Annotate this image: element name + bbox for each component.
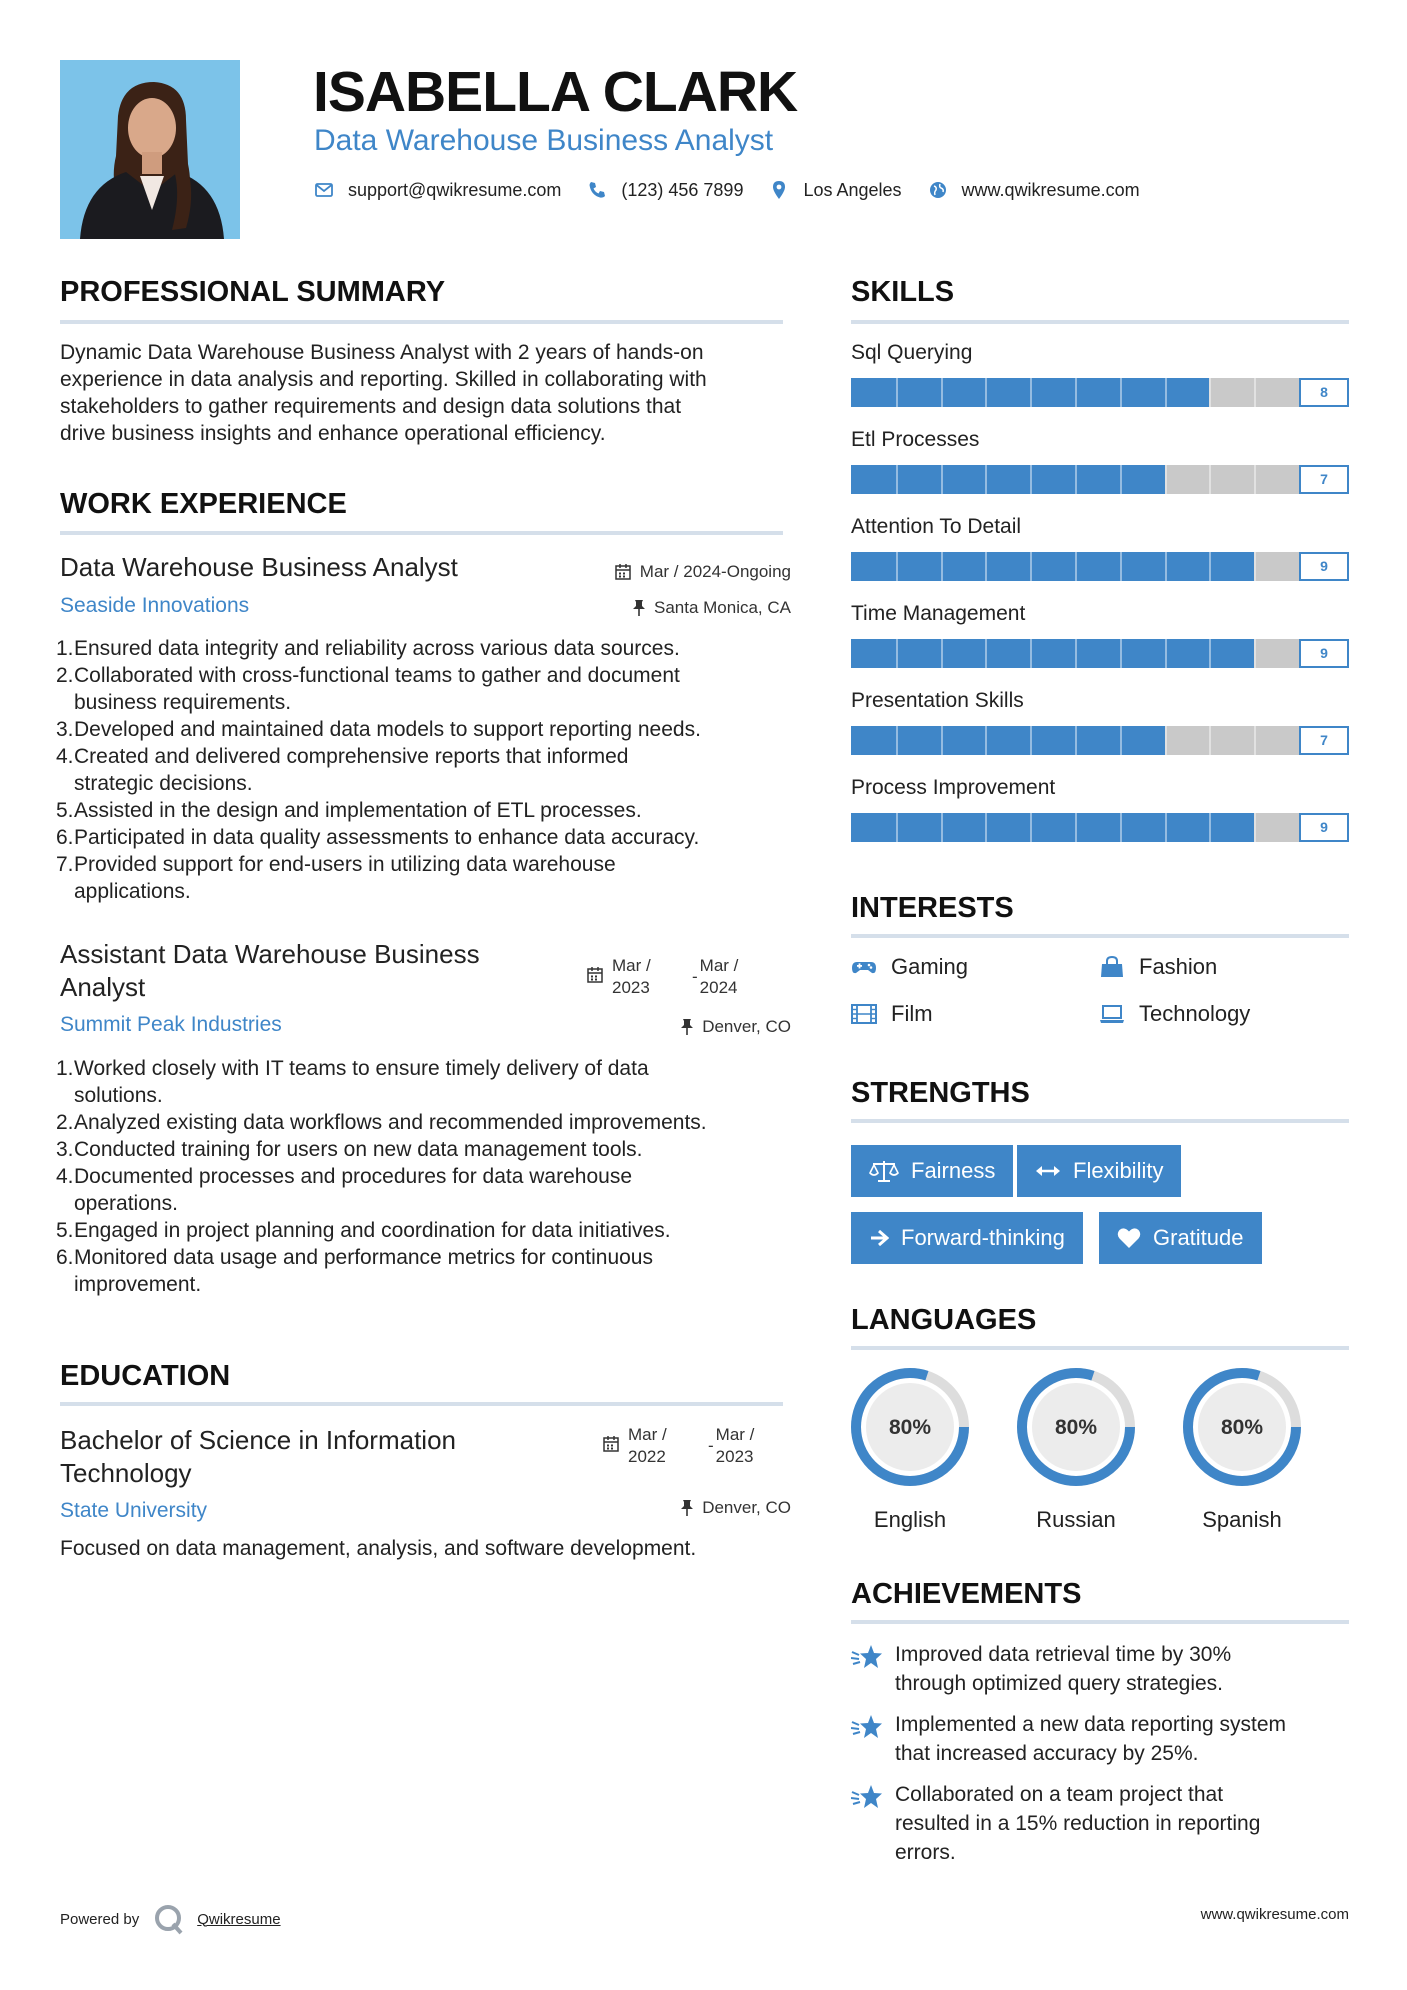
skill-bar-segment xyxy=(941,552,943,581)
skill-bar-segment xyxy=(896,465,898,494)
education-location xyxy=(680,1497,791,1519)
skill-bar-segment xyxy=(1165,552,1167,581)
skill-bar-track xyxy=(851,378,1328,407)
skill-bar-segment xyxy=(1254,639,1256,668)
achievement-item: Improved data retrieval time by 30% through optimized query strategies. xyxy=(851,1640,1351,1698)
skill-bar-segment xyxy=(1165,726,1167,755)
achievements-heading: ACHIEVEMENTS xyxy=(851,1578,1082,1610)
contact-location: Los Angeles xyxy=(803,179,902,200)
list-item: 6. Monitored data usage and performance metrics for continuous improvement. xyxy=(56,1246,653,1296)
language-item xyxy=(1181,1366,1303,1533)
skill-level-badge: 7 xyxy=(1299,465,1349,494)
job-date-start: Mar / 2023 xyxy=(612,956,651,997)
list-item: 6. Participated in data quality assessments to enhance data accuracy. xyxy=(56,826,700,849)
summary-line: stakeholders to gather requirements and design data solutions that xyxy=(60,395,682,418)
language-item xyxy=(849,1366,971,1533)
date-separator: - xyxy=(692,967,698,986)
candidate-title: Data Warehouse Business Analyst xyxy=(314,124,774,157)
list-item: 7. Provided support for end-users in utilizing data warehouse applications. xyxy=(56,853,616,903)
language-ring xyxy=(1015,1366,1137,1488)
strengths-rule xyxy=(851,1119,1349,1123)
language-percent: 80% xyxy=(888,1416,932,1439)
skill-bar-segment xyxy=(1209,552,1211,581)
skill-bar-track xyxy=(851,726,1328,755)
skill-bar-segment xyxy=(1120,639,1122,668)
shopping-bag-icon xyxy=(1099,956,1125,978)
footer-powered-by xyxy=(60,1903,281,1935)
job-title: Data Warehouse Business Analyst xyxy=(60,552,458,582)
skill-bar-segment xyxy=(896,639,898,668)
skills-heading: SKILLS xyxy=(851,276,955,308)
skill-name: Process Improvement xyxy=(851,776,1056,799)
contact-row xyxy=(314,176,1166,204)
date-separator: - xyxy=(708,1436,714,1455)
summary-rule xyxy=(60,320,783,324)
job-location xyxy=(680,1016,791,1038)
profile-photo xyxy=(60,60,240,239)
skill-item xyxy=(851,774,1349,861)
arrows-horizontal-icon xyxy=(1035,1164,1061,1178)
job-company: Summit Peak Industries xyxy=(60,1013,282,1036)
skill-bar-segment xyxy=(896,813,898,842)
experience-rule xyxy=(60,531,783,535)
candidate-name: ISABELLA CLARK xyxy=(313,60,798,124)
shooting-star-icon xyxy=(851,1784,883,1810)
job-location-text: Santa Monica, CA xyxy=(653,598,791,617)
contact-website[interactable]: www.qwikresume.com xyxy=(961,179,1140,200)
interest-fashion xyxy=(1099,954,1217,980)
strength-gratitude xyxy=(1099,1212,1262,1264)
strength-label: Forward-thinking xyxy=(901,1225,1065,1250)
pushpin-icon xyxy=(632,599,646,617)
summary-text xyxy=(60,339,790,447)
job-date-end: Mar / 2024 xyxy=(699,956,739,997)
interest-film xyxy=(851,1001,933,1027)
strength-forward-thinking xyxy=(851,1212,1083,1264)
summary-line: drive business insights and enhance operational efficiency. xyxy=(60,422,606,445)
pushpin-icon xyxy=(680,1499,694,1517)
pushpin-icon xyxy=(680,1018,694,1036)
phone-icon xyxy=(587,180,607,200)
laptop-icon xyxy=(1099,1003,1125,1025)
language-ring xyxy=(849,1366,971,1488)
languages-heading: LANGUAGES xyxy=(851,1304,1037,1336)
skill-bar-track xyxy=(851,552,1328,581)
education-date-end: Mar / 2023 xyxy=(715,1425,755,1466)
skill-bar-fill xyxy=(851,552,1254,581)
job-title: Assistant Data Warehouse Business Analyst xyxy=(60,939,480,1002)
list-item: 4. Created and delivered comprehensive reports that informed strategic decisions. xyxy=(56,745,629,795)
skill-bar-segment xyxy=(941,465,943,494)
skill-name: Attention To Detail xyxy=(851,515,1022,538)
skill-bar-segment xyxy=(1030,465,1032,494)
skill-item xyxy=(851,687,1349,774)
skill-level-badge: 9 xyxy=(1299,813,1349,842)
skill-bar-segment xyxy=(1075,552,1077,581)
footer-brand-link[interactable]: Qwikresume xyxy=(197,1910,281,1928)
skill-item xyxy=(851,513,1349,600)
languages-list xyxy=(849,1366,1349,1546)
list-item: 1. Ensured data integrity and reliability across various data sources. xyxy=(56,637,680,660)
skill-level-badge: 9 xyxy=(1299,552,1349,581)
job-date xyxy=(586,955,738,999)
skill-bar-fill xyxy=(851,726,1165,755)
skill-bar-segment xyxy=(1209,726,1211,755)
summary-line: Dynamic Data Warehouse Business Analyst with 2 years of hands-on xyxy=(60,341,704,364)
skill-bar-segment xyxy=(1209,465,1211,494)
skill-bar-segment xyxy=(1075,378,1077,407)
skill-name: Presentation Skills xyxy=(851,689,1024,712)
education-degree: Bachelor of Science in Information Technology xyxy=(60,1425,456,1488)
language-name: Russian xyxy=(1036,1507,1116,1532)
skill-bar-segment xyxy=(1120,552,1122,581)
skill-bar-segment xyxy=(1075,726,1077,755)
arrow-right-icon xyxy=(869,1228,889,1248)
skill-bar-segment xyxy=(1030,639,1032,668)
skill-bar-segment xyxy=(1209,639,1211,668)
skill-bar-segment xyxy=(1209,813,1211,842)
language-name: English xyxy=(873,1507,947,1532)
list-item: 3. Developed and maintained data models to support reporting needs. xyxy=(56,718,701,741)
skill-bar-segment xyxy=(1030,552,1032,581)
strengths-heading: STRENGTHS xyxy=(851,1077,1030,1109)
calendar-icon xyxy=(614,563,632,581)
skill-bar-segment xyxy=(985,813,987,842)
skill-bar-segment xyxy=(1120,465,1122,494)
interest-technology xyxy=(1099,1001,1250,1027)
list-item: 5. Assisted in the design and implementation of ETL processes. xyxy=(56,799,642,822)
language-ring xyxy=(1181,1366,1303,1488)
person-portrait-icon xyxy=(60,60,240,239)
achievements-list xyxy=(851,1640,1351,1867)
list-item: 4. Documented processes and procedures for data warehouse operations. xyxy=(56,1165,632,1215)
heart-icon xyxy=(1117,1227,1141,1249)
balance-scale-icon xyxy=(869,1159,899,1183)
contact-phone[interactable]: (123) 456 7899 xyxy=(621,179,744,200)
contact-email[interactable]: support@qwikresume.com xyxy=(348,179,562,200)
job-date-text: Mar / 2024-Ongoing xyxy=(639,562,791,581)
skill-bar-fill xyxy=(851,813,1254,842)
powered-by-label: Powered by xyxy=(60,1910,140,1928)
skill-bar-segment xyxy=(941,813,943,842)
skill-level-badge: 8 xyxy=(1299,378,1349,407)
interest-label: Film xyxy=(891,1001,933,1026)
interest-label: Gaming xyxy=(891,954,969,979)
language-name: Spanish xyxy=(1202,1507,1282,1532)
skill-bar-segment xyxy=(941,726,943,755)
interest-gaming xyxy=(851,954,968,980)
skill-bar-segment xyxy=(1254,465,1256,494)
skill-item xyxy=(851,600,1349,687)
education-heading: EDUCATION xyxy=(60,1360,231,1392)
footer-website[interactable]: www.qwikresume.com xyxy=(1200,1906,1349,1923)
list-item: 1. Worked closely with IT teams to ensure timely delivery of data solutions. xyxy=(56,1057,649,1107)
qwikresume-logo-icon xyxy=(153,1903,185,1935)
skill-bar-segment xyxy=(1030,378,1032,407)
gamepad-icon xyxy=(851,956,877,978)
languages-rule xyxy=(851,1346,1349,1350)
summary-heading: PROFESSIONAL SUMMARY xyxy=(60,276,446,308)
interests-heading: INTERESTS xyxy=(851,892,1014,924)
skills-list xyxy=(851,339,1349,861)
strength-flexibility xyxy=(1017,1145,1181,1197)
education-rule xyxy=(60,1402,783,1406)
skill-bar-segment xyxy=(896,378,898,407)
skill-bar-segment xyxy=(1254,813,1256,842)
skill-bar-segment xyxy=(985,726,987,755)
skill-bar-segment xyxy=(1165,639,1167,668)
map-marker-icon xyxy=(769,180,789,200)
experience-heading: WORK EXPERIENCE xyxy=(60,488,347,520)
interest-label: Technology xyxy=(1139,1001,1251,1026)
skill-name: Etl Processes xyxy=(851,428,980,451)
strength-fairness xyxy=(851,1145,1013,1197)
skill-bar-segment xyxy=(1075,465,1077,494)
skill-level-badge: 9 xyxy=(1299,639,1349,668)
job-company: Seaside Innovations xyxy=(60,594,250,617)
skill-bar-fill xyxy=(851,639,1254,668)
skill-bar-segment xyxy=(1120,813,1122,842)
skill-bar-segment xyxy=(1209,378,1211,407)
globe-icon xyxy=(928,180,948,200)
calendar-icon xyxy=(602,1435,620,1453)
skill-bar-segment xyxy=(985,639,987,668)
skill-bar-segment xyxy=(1165,813,1167,842)
education-date xyxy=(602,1424,754,1468)
list-item: 3. Conducted training for users on new data management tools. xyxy=(56,1138,643,1161)
skills-rule xyxy=(851,320,1349,324)
skill-bar-segment xyxy=(1030,726,1032,755)
calendar-icon xyxy=(586,966,604,984)
interest-label: Fashion xyxy=(1139,954,1218,979)
language-percent: 80% xyxy=(1054,1416,1098,1439)
summary-line: experience in data analysis and reporting. Skilled in collaborating with xyxy=(60,368,707,391)
skill-bar-segment xyxy=(1254,378,1256,407)
strength-label: Flexibility xyxy=(1073,1158,1164,1183)
skill-name: Time Management xyxy=(851,602,1026,625)
skill-bar-segment xyxy=(941,378,943,407)
achievements-rule xyxy=(851,1620,1349,1624)
job-date xyxy=(614,561,791,583)
job-duties-list xyxy=(56,635,796,905)
achievement-item: Implemented a new data reporting system that increased accuracy by 25%. xyxy=(851,1710,1351,1768)
skill-bar-track xyxy=(851,813,1328,842)
skill-bar-segment xyxy=(985,552,987,581)
language-item xyxy=(1015,1366,1137,1533)
skill-bar-segment xyxy=(985,378,987,407)
shooting-star-icon xyxy=(851,1714,883,1740)
skill-item xyxy=(851,339,1349,426)
skill-bar-fill xyxy=(851,465,1165,494)
job-location xyxy=(632,597,791,619)
education-description: Focused on data management, analysis, and software development. xyxy=(60,1537,697,1560)
skill-bar-segment xyxy=(896,726,898,755)
skill-bar-segment xyxy=(1120,378,1122,407)
skill-bar-segment xyxy=(1254,552,1256,581)
skill-bar-segment xyxy=(1075,639,1077,668)
job-location-text: Denver, CO xyxy=(702,1017,791,1036)
skill-bar-segment xyxy=(1165,378,1167,407)
strength-label: Gratitude xyxy=(1153,1225,1244,1250)
shooting-star-icon xyxy=(851,1644,883,1670)
skill-bar-segment xyxy=(1254,726,1256,755)
achievement-item: Collaborated on a team project that resulted in a 15% reduction in reporting errors. xyxy=(851,1780,1351,1867)
skill-bar-segment xyxy=(941,639,943,668)
strength-label: Fairness xyxy=(911,1158,996,1183)
education-location-text: Denver, CO xyxy=(702,1498,791,1517)
skill-bar-segment xyxy=(1120,726,1122,755)
list-item: 5. Engaged in project planning and coordination for data initiatives. xyxy=(56,1219,671,1242)
interests-rule xyxy=(851,934,1349,938)
skill-bar-segment xyxy=(1075,813,1077,842)
skill-bar-segment xyxy=(896,552,898,581)
skill-item xyxy=(851,426,1349,513)
language-percent: 80% xyxy=(1220,1416,1264,1439)
education-date-start: Mar / 2022 xyxy=(628,1425,667,1466)
skill-level-badge: 7 xyxy=(1299,726,1349,755)
job-duties-list xyxy=(56,1055,796,1298)
skill-bar-segment xyxy=(1165,465,1167,494)
film-icon xyxy=(851,1003,877,1025)
skill-bar-segment xyxy=(1030,813,1032,842)
skill-bar-track xyxy=(851,465,1328,494)
skill-bar-segment xyxy=(985,465,987,494)
list-item: 2. Analyzed existing data workflows and recommended improvements. xyxy=(56,1111,707,1134)
envelope-icon xyxy=(314,180,334,200)
education-school: State University xyxy=(60,1499,208,1522)
list-item: 2. Collaborated with cross-functional teams to gather and document business requirements. xyxy=(56,664,680,714)
skill-name: Sql Querying xyxy=(851,341,973,364)
skill-bar-track xyxy=(851,639,1328,668)
